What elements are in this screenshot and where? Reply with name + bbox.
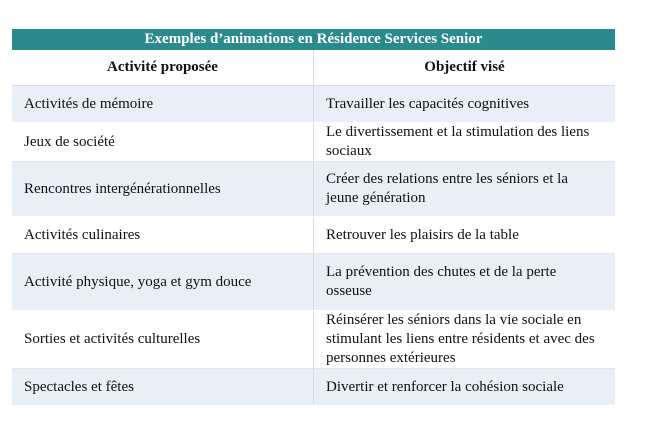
animations-table-container (12, 29, 615, 406)
activity-cell: Sorties et activités culturelles (12, 311, 314, 369)
animations-table (12, 29, 615, 406)
table-row (12, 123, 615, 162)
table-row (12, 254, 615, 311)
activity-cell: Activités culinaires (12, 217, 314, 254)
header-activity: Activité proposée (12, 50, 314, 86)
objective-cell: Créer des relations entre les séniors et la jeune génération (314, 162, 616, 217)
table-row (12, 311, 615, 369)
objective-cell: Le divertissement et la stimulation des liens sociaux (314, 123, 616, 162)
table-caption-row (12, 29, 615, 50)
table-row (12, 369, 615, 406)
table-header-row (12, 50, 615, 86)
activity-cell: Spectacles et fêtes (12, 369, 314, 406)
objective-cell: Retrouver les plaisirs de la table (314, 217, 616, 254)
table-row (12, 217, 615, 254)
objective-cell: Divertir et renforcer la cohésion sociale (314, 369, 616, 406)
activity-cell: Activité physique, yoga et gym douce (12, 254, 314, 311)
activity-cell: Jeux de société (12, 123, 314, 162)
objective-cell: La prévention des chutes et de la perte osseuse (314, 254, 616, 311)
objective-cell: Travailler les capacités cognitives (314, 86, 616, 123)
table-row (12, 162, 615, 217)
table-row (12, 86, 615, 123)
header-objective: Objectif visé (314, 50, 616, 86)
table-caption: Exemples d’animations en Résidence Services Senior (12, 29, 615, 50)
activity-cell: Rencontres intergénérationnelles (12, 162, 314, 217)
objective-cell: Réinsérer les séniors dans la vie sociale en stimulant les liens entre résidents et avec des personnes extérieures (314, 311, 616, 369)
activity-cell: Activités de mémoire (12, 86, 314, 123)
